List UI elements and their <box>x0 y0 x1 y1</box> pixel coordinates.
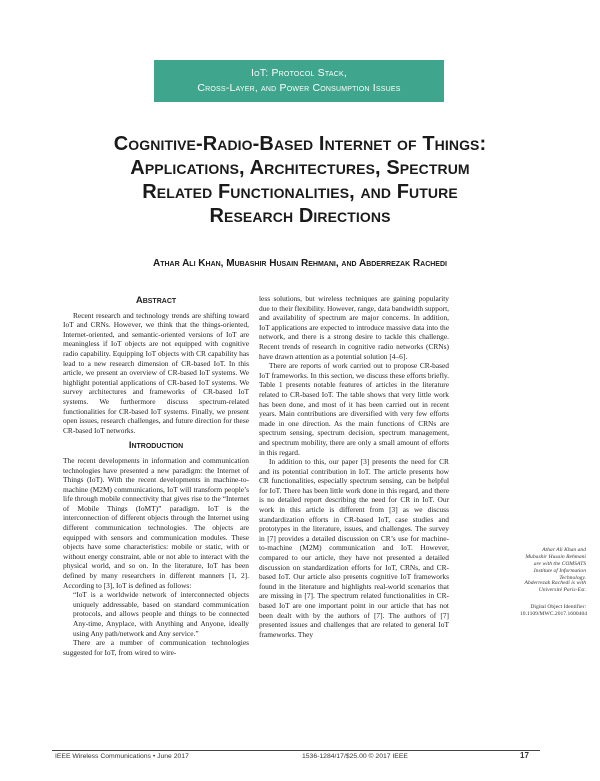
doi-block <box>520 604 586 618</box>
title-line-3: Related Functionalities, and Future <box>142 181 458 203</box>
intro-paragraph-1: The recent developments in information and communication technologies have presented a new paradigm: the Internet of Things (IoT). With the recent developments in machine-to-machine (M2M) communications, IoT will transform people’s life through mobile connectivity that gives rise to the “Internet of Mobile Things (IoMT)” paradigm. IoT is the interconnection of different objects through the Internet using different communication technologies. The objects are equipped with sensors and communication modules. These objects have some characteristics: mobile or static, with or without energy constraint, able or not able to interact with the physical world, and so on. In the literature, IoT has been defined by many researchers in different manners [1, 2]. According to [3], IoT is defined as follows: <box>63 455 249 590</box>
author-list: Athar Ali Khan, Mubashir Husain Rehmani, and Abderrezak Rachedi <box>153 258 447 269</box>
intro-quote: “IoT is a worldwide network of interconnected objects uniquely addressable, based on standard communication protocols, and allows people and things to be connected Any-time, Anyplace, with Anything and Anyone, ideally using Any path/network and Any service.” <box>73 590 249 638</box>
banner-line-2: Cross-Layer, and Power Consumption Issues <box>197 82 401 94</box>
affiliation-1: Athar Ali Khan and Mubashir Husain Rehmani are with the COMSATS Institute of Information Technology. <box>525 547 586 581</box>
section-banner <box>154 60 444 102</box>
page-number: 17 <box>520 751 529 760</box>
footer-issn: 1536-1284/17/$25.00 © 2017 IEEE <box>302 753 408 760</box>
abstract-text: Recent research and technology trends are shifting toward IoT and CRNs. However, we think that the things-oriented, Internet-oriented, and semantic-oriented versions of IoT are meaningless if IoT objects are not equipped with cognitive radio capability. Equipping IoT objects with CR capability has lead to a new research dimension of CR-based IoT. In this article, we present an overview of CR-based IoT systems. We highlight potential applications of CR-based IoT systems. We survey architectures and frameworks of CR-based IoT systems. We furthermore discuss spectrum-related functionalities for CR-based IoT systems. Finally, we present open issues, research challenges, and future direction for these CR-based IoT networks. <box>63 310 249 435</box>
doi-label: Digital Object Identifier: <box>530 604 586 610</box>
doi-value: 10.1109/MWC.2017.1600404 <box>520 611 588 617</box>
introduction-heading: Introduction <box>128 440 184 452</box>
column-left <box>63 296 249 657</box>
footer-rule <box>52 750 540 751</box>
col2-paragraph-2: There are reports of work carried out to propose CR-based IoT frameworks. In this section, we discuss these efforts briefly. Table 1 presents notable features of articles in the literature related to CR-based IoT. The table shows that very little work has been done, and most of it has been carried out in recent years. Main contributions are diversified with very few efforts made in one direction. As the main functions of CRNs are spectrum sensing, spectrum decision, spectrum management, and spectrum mobility, there are only a small amount of efforts in this regard. <box>259 361 449 457</box>
column-right <box>259 294 449 639</box>
col2-paragraph-1: less solutions, but wireless techniques are gaining popularity due to their flexibility. However, range, data bandwidth support, and availability of spectrum are major concerns. In addition, IoT applications are expected to introduce massive data into the network, and there is a strong desire to tackle this challenge. Recent trends of research in cognitive radio networks (CRNs) have drawn attention as a potential solution [4–6]. <box>259 294 449 361</box>
col2-paragraph-3: In addition to this, our paper [3] presents the need for CR and its potential contribution in IoT. The article presents how CR functionalities, especially spectrum sensing, can be helpful for IoT. There has been little work done in this regard, and there is no detailed report describing the need for CR in IoT. Our work in this article is different from [3] as we discuss standardization efforts in CR-based IoT, case studies and prototypes in the literature, issues, and challenges. The survey in [7] provides a detailed discussion on CR’s use for machine-to-machine (M2M) communication and IoT. However, compared to our article, they have not presented a detailed discussion on standardization efforts for IoT, CRNs, and CR-based IoT. Our article also presents cognitive IoT frameworks found in the literature and highlights real-world scenarios that are missing in [7]. The spectrum related functionalities in CR-based IoT are one important point in our article that has not been dealt with by the authors of [7]. The authors of [7] presented issues and challenges that are related to general IoT frameworks. They <box>259 457 449 639</box>
title-line-1: Cognitive-Radio-Based Internet of Things: <box>113 133 487 155</box>
intro-paragraph-2: There are a number of communication technologies suggested for IoT, from wired to wire- <box>63 638 249 657</box>
title-line-4: Research Directions <box>209 205 391 227</box>
footer-journal: IEEE Wireless Communications • June 2017 <box>55 753 189 760</box>
affiliation-2: Abderrezak Rachedi is with Université Paris-Est. <box>524 580 586 593</box>
banner-line-1: IoT: Protocol Stack, <box>251 67 347 79</box>
abstract-heading: Abstract <box>135 295 177 306</box>
article-title <box>70 132 530 228</box>
title-line-2: Applications, Architectures, Spectrum <box>130 157 470 179</box>
